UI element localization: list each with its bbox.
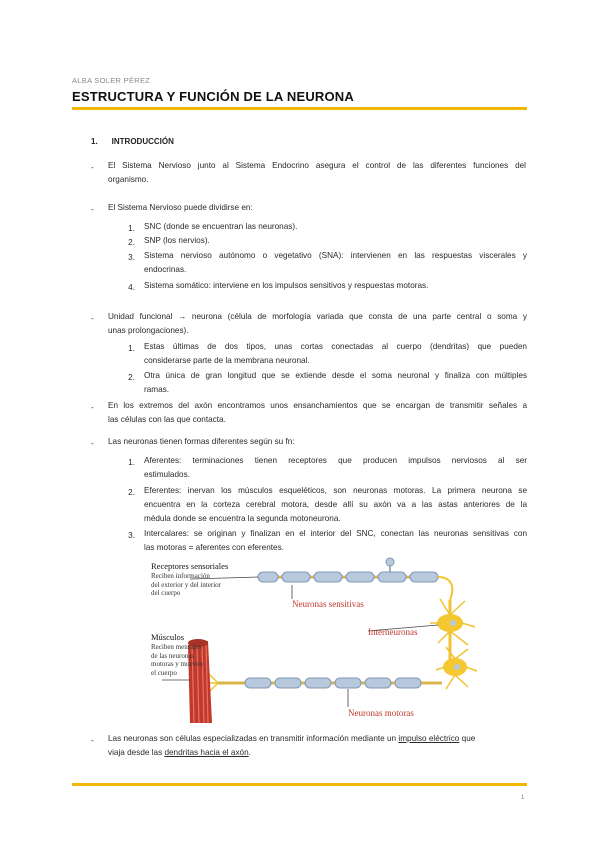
sensory-neuron	[258, 558, 452, 600]
section-heading: 1. INTRODUCCIÓN	[91, 137, 174, 146]
list-number: 3.	[128, 253, 135, 262]
list-number: 1.	[128, 458, 135, 467]
list-number: 2.	[128, 238, 135, 247]
title-underline	[72, 107, 527, 110]
paragraph-3: Unidad funcional → neurona (célula de morfología variada que consta de una parte central o soma y unas prolongaciones).	[108, 312, 527, 336]
list-number: 2.	[128, 373, 135, 382]
interneurons-label: Interneuronas	[368, 627, 418, 637]
list-item: SNP (los nervios).	[144, 236, 210, 245]
bullet-dash: -	[91, 439, 94, 448]
underlined-term: dendritas hacia el axón	[164, 748, 249, 758]
list-item: Sistema somático: interviene en los impulsos sensitivos y respuestas motoras.	[144, 281, 429, 290]
interneuron	[430, 599, 477, 689]
list-number: 3.	[128, 531, 135, 540]
paragraph-6: Las neuronas son células especializadas en transmitir información mediante un impulso eléctrico que viaja desde las dendritas hacia el axón.	[108, 734, 476, 758]
list-number: 1.	[128, 224, 135, 233]
list-item: SNC (donde se encuentran las neuronas).	[144, 222, 298, 231]
muscle-description: Reciben mensajes de las neuronas motoras y mueven el cuerpo	[151, 643, 203, 677]
bullet-dash: -	[91, 314, 94, 323]
paragraph-1: El Sistema Nervioso junto al Sistema Endocrino asegura el control de las diferentes funciones del organismo.	[108, 161, 526, 185]
muscle-title: Músculos	[151, 632, 185, 642]
list-number: 1.	[128, 344, 135, 353]
list-number: 2.	[128, 488, 135, 497]
paragraph-4: En los extremos del axón encontramos unos ensanchamientos que se encargan de transmitir señales a las células con las que contacta.	[108, 401, 527, 425]
motor-neurons-label: Neuronas motoras	[348, 708, 414, 718]
underlined-term: impulso eléctrico	[398, 734, 460, 743]
page-number: 1	[521, 795, 525, 801]
bullet-dash: -	[91, 736, 94, 745]
list-item: Estas últimas de dos tipos, unas cortas conectadas al cuerpo (dendritas) que pueden considerarse parte de la membrana neuronal.	[144, 342, 527, 366]
receptors-title: Receptores sensoriales	[151, 561, 229, 571]
list-item: Otra única de gran longitud que se extiende desde el soma neuronal y finaliza con múltiples ramas.	[144, 371, 527, 395]
author-name: ALBA SOLER PÉREZ	[72, 76, 151, 85]
list-item: Intercalares: se originan y finalizan en el interior del SNC, conectan las neuronas sensitivas con las motoras = aferentes con eferentes.	[144, 529, 527, 553]
paragraph-2: El Sistema Nervioso puede dividirse en:	[108, 203, 253, 212]
motor-neuron	[208, 673, 442, 693]
bullet-dash: -	[91, 403, 94, 412]
receptors-description: Reciben información del exterior y del interior del cuerpo	[151, 572, 221, 597]
paragraph-5: Las neuronas tienen formas diferentes según su fn:	[108, 437, 295, 446]
list-item: Sistema nervioso autónomo o vegetativo (SNA): intervienen en las respuestas viscerales y endocrinas.	[144, 251, 527, 275]
list-item: Aferentes: terminaciones tienen receptores que producen impulsos nerviosos al ser estimulados.	[144, 456, 527, 480]
footer-rule	[72, 783, 527, 786]
sensory-neurons-label: Neuronas sensitivas	[292, 599, 364, 609]
list-item: Eferentes: inervan los músculos esqueléticos, son neuronas motoras. La primera neurona se encuentra en la corteza cerebral motora, desde allí su axón va a las astas anteriores de la médula donde se encuentra la segunda motoneurona.	[144, 486, 527, 524]
list-number: 4.	[128, 283, 135, 292]
document-title: ESTRUCTURA Y FUNCIÓN DE LA NEURONA	[72, 89, 354, 104]
bullet-dash: -	[91, 163, 94, 172]
bullet-dash: -	[91, 205, 94, 214]
